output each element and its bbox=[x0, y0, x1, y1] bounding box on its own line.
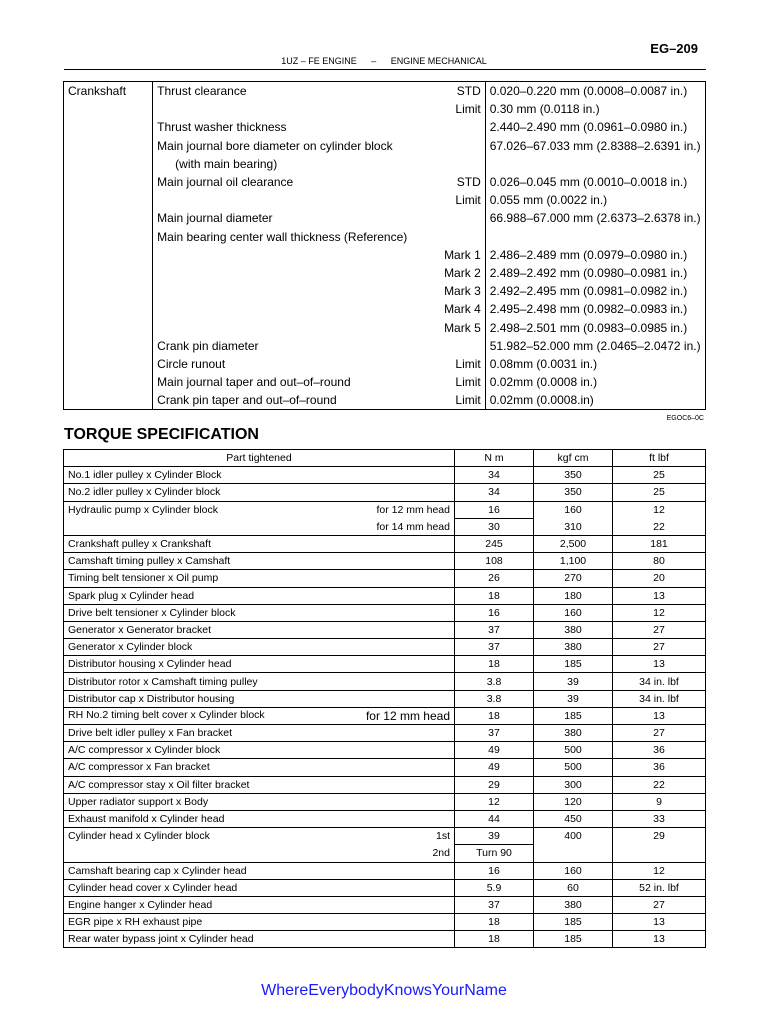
part-cell bbox=[64, 673, 455, 690]
spec-item-cell bbox=[153, 82, 486, 101]
kgf-value: 300 bbox=[534, 776, 613, 793]
ft-value: 36 bbox=[613, 742, 706, 759]
spec-value: 0.026–0.045 mm (0.0010–0.0018 in.) bbox=[485, 173, 705, 191]
table-row bbox=[64, 879, 706, 896]
part-name: No.2 idler pulley x Cylinder block bbox=[68, 486, 221, 499]
part-name: Camshaft bearing cap x Cylinder head bbox=[68, 864, 247, 877]
kgf-value: 60 bbox=[534, 879, 613, 896]
part-cell bbox=[64, 587, 455, 604]
spec-row bbox=[64, 373, 706, 391]
table-row bbox=[64, 828, 706, 845]
table-row bbox=[64, 467, 706, 484]
spec-condition: Limit bbox=[455, 193, 481, 208]
part-cell bbox=[64, 570, 455, 587]
table-row bbox=[64, 673, 706, 690]
spec-item: Thrust washer thickness bbox=[157, 120, 287, 135]
kgf-value: 160 bbox=[534, 604, 613, 621]
table-row bbox=[64, 484, 706, 501]
kgf-value: 185 bbox=[534, 931, 613, 948]
spec-condition: Limit bbox=[455, 375, 481, 390]
kgf-value: 39 bbox=[534, 690, 613, 707]
header-rule bbox=[64, 69, 706, 70]
spec-row bbox=[64, 246, 706, 264]
part-condition: 2nd bbox=[432, 847, 450, 860]
part-name: Timing belt tensioner x Oil pump bbox=[68, 572, 219, 585]
spec-value: 2.495–2.498 mm (0.0982–0.0983 in.) bbox=[485, 300, 705, 318]
kgf-value bbox=[534, 845, 613, 862]
nm-value: 3.8 bbox=[455, 690, 534, 707]
spec-condition: Mark 5 bbox=[444, 320, 481, 335]
part-name: Cylinder head x Cylinder block bbox=[68, 830, 210, 843]
spec-item: Main journal bore diameter on cylinder block bbox=[157, 138, 393, 153]
spec-component bbox=[64, 300, 153, 318]
kgf-value: 350 bbox=[534, 484, 613, 501]
table-row bbox=[64, 707, 706, 724]
part-name: EGR pipe x RH exhaust pipe bbox=[68, 916, 203, 929]
spec-item-cell bbox=[153, 173, 486, 191]
part-name: Cylinder head cover x Cylinder head bbox=[68, 881, 238, 894]
spec-component bbox=[64, 228, 153, 246]
nm-value: 18 bbox=[455, 914, 534, 931]
engine-name: 1UZ – FE ENGINE bbox=[281, 56, 357, 66]
part-cell bbox=[64, 845, 455, 862]
spec-value: 51.982–52.000 mm (2.0465–2.0472 in.) bbox=[485, 337, 705, 355]
spec-row bbox=[64, 337, 706, 355]
ft-value: 22 bbox=[613, 776, 706, 793]
spec-item-cell bbox=[153, 318, 486, 336]
spec-component bbox=[64, 282, 153, 300]
part-cell bbox=[64, 535, 455, 552]
part-cell bbox=[64, 501, 455, 518]
part-cell bbox=[64, 914, 455, 931]
part-cell bbox=[64, 639, 455, 656]
part-cell bbox=[64, 793, 455, 810]
table-row bbox=[64, 725, 706, 742]
table-row bbox=[64, 553, 706, 570]
kgf-value: 500 bbox=[534, 759, 613, 776]
ft-value: 52 in. lbf bbox=[613, 879, 706, 896]
spec-value: 2.492–2.495 mm (0.0981–0.0982 in.) bbox=[485, 282, 705, 300]
part-name: Distributor rotor x Camshaft timing pulley bbox=[68, 675, 258, 688]
part-name: A/C compressor x Fan bracket bbox=[68, 761, 210, 774]
spec-row bbox=[64, 82, 706, 101]
ft-value: 13 bbox=[613, 931, 706, 948]
spec-value bbox=[485, 228, 705, 246]
spec-condition: Mark 4 bbox=[444, 302, 481, 317]
table-row bbox=[64, 518, 706, 535]
spec-item-cell bbox=[153, 118, 486, 136]
table-row bbox=[64, 501, 706, 518]
table-row bbox=[64, 742, 706, 759]
spec-item: Crank pin diameter bbox=[157, 338, 259, 353]
ft-value: 13 bbox=[613, 707, 706, 724]
spec-value: 0.020–0.220 mm (0.0008–0.0087 in.) bbox=[485, 82, 705, 101]
spec-component bbox=[64, 173, 153, 191]
part-cell bbox=[64, 810, 455, 827]
spec-component bbox=[64, 118, 153, 136]
nm-value: Turn 90 bbox=[455, 845, 534, 862]
spec-item: Crank pin taper and out–of–round bbox=[157, 393, 337, 408]
kgf-value: 380 bbox=[534, 639, 613, 656]
table-row bbox=[64, 639, 706, 656]
kgf-value: 160 bbox=[534, 862, 613, 879]
table-row bbox=[64, 914, 706, 931]
col-ft-header: ft lbf bbox=[613, 450, 706, 467]
spec-item: Circle runout bbox=[157, 356, 226, 371]
nm-value: 3.8 bbox=[455, 673, 534, 690]
kgf-value: 380 bbox=[534, 725, 613, 742]
spec-value: 0.055 mm (0.0022 in.) bbox=[485, 191, 705, 209]
part-condition: for 12 mm head bbox=[365, 708, 450, 723]
nm-value: 108 bbox=[455, 553, 534, 570]
spec-row bbox=[64, 209, 706, 227]
spec-component bbox=[64, 209, 153, 227]
ft-value: 34 in. lbf bbox=[613, 673, 706, 690]
table-row bbox=[64, 845, 706, 862]
spec-condition: Mark 1 bbox=[444, 247, 481, 262]
kgf-value: 310 bbox=[534, 518, 613, 535]
ft-value: 22 bbox=[613, 518, 706, 535]
nm-value: 49 bbox=[455, 742, 534, 759]
kgf-value: 160 bbox=[534, 501, 613, 518]
spec-component bbox=[64, 191, 153, 209]
kgf-value: 380 bbox=[534, 621, 613, 638]
part-cell bbox=[64, 879, 455, 896]
spec-value: 0.02mm (0.0008 in.) bbox=[485, 373, 705, 391]
spec-row bbox=[64, 191, 706, 209]
spec-condition: STD bbox=[456, 175, 481, 190]
kgf-value: 1,100 bbox=[534, 553, 613, 570]
nm-value: 18 bbox=[455, 707, 534, 724]
spec-value: 2.489–2.492 mm (0.0980–0.0981 in.) bbox=[485, 264, 705, 282]
part-cell bbox=[64, 553, 455, 570]
ft-value: 13 bbox=[613, 587, 706, 604]
spec-item: Main journal oil clearance bbox=[157, 175, 294, 190]
spec-value: 2.498–2.501 mm (0.0983–0.0985 in.) bbox=[485, 318, 705, 336]
spec-value: 0.30 mm (0.0118 in.) bbox=[485, 100, 705, 118]
spec-item-cell bbox=[153, 264, 486, 282]
spec-component: Crankshaft bbox=[64, 82, 153, 101]
kgf-value: 380 bbox=[534, 896, 613, 913]
kgf-value: 185 bbox=[534, 656, 613, 673]
part-name: Drive belt idler pulley x Fan bracket bbox=[68, 727, 232, 740]
table-row bbox=[64, 604, 706, 621]
spec-component bbox=[64, 355, 153, 373]
kgf-value: 450 bbox=[534, 810, 613, 827]
spec-row bbox=[64, 391, 706, 410]
spec-component bbox=[64, 337, 153, 355]
kgf-value: 185 bbox=[534, 914, 613, 931]
part-cell bbox=[64, 862, 455, 879]
spec-item: Main bearing center wall thickness (Reference) bbox=[157, 229, 408, 244]
nm-value: 26 bbox=[455, 570, 534, 587]
spec-condition: Limit bbox=[455, 356, 481, 371]
spec-condition: Mark 2 bbox=[444, 265, 481, 280]
part-cell bbox=[64, 604, 455, 621]
spec-component bbox=[64, 373, 153, 391]
col-kgf-header: kgf cm bbox=[534, 450, 613, 467]
spec-component bbox=[64, 246, 153, 264]
table-row bbox=[64, 896, 706, 913]
table-row bbox=[64, 535, 706, 552]
part-cell bbox=[64, 467, 455, 484]
ft-value: 27 bbox=[613, 896, 706, 913]
table-row bbox=[64, 793, 706, 810]
section-name: ENGINE MECHANICAL bbox=[390, 56, 487, 66]
spec-item-cell bbox=[153, 282, 486, 300]
table-row bbox=[64, 656, 706, 673]
spec-component bbox=[64, 137, 153, 155]
nm-value: 39 bbox=[455, 828, 534, 845]
spec-row bbox=[64, 300, 706, 318]
kgf-value: 39 bbox=[534, 673, 613, 690]
table-row bbox=[64, 570, 706, 587]
footer-link[interactable]: WhereEverybodyKnowsYourName bbox=[261, 982, 507, 999]
part-cell bbox=[64, 742, 455, 759]
spec-item-cell bbox=[153, 337, 486, 355]
part-name: Spark plug x Cylinder head bbox=[68, 589, 195, 602]
spec-value: 0.08mm (0.0031 in.) bbox=[485, 355, 705, 373]
nm-value: 16 bbox=[455, 604, 534, 621]
table-row bbox=[64, 810, 706, 827]
ft-value bbox=[613, 845, 706, 862]
kgf-value: 350 bbox=[534, 467, 613, 484]
spec-item: (with main bearing) bbox=[175, 156, 278, 171]
kgf-value: 180 bbox=[534, 587, 613, 604]
spec-item-cell bbox=[153, 373, 486, 391]
ft-value: 20 bbox=[613, 570, 706, 587]
spec-row bbox=[64, 282, 706, 300]
part-cell bbox=[64, 776, 455, 793]
part-cell bbox=[64, 896, 455, 913]
part-name: Camshaft timing pulley x Camshaft bbox=[68, 555, 231, 568]
spec-value: 2.486–2.489 mm (0.0979–0.0980 in.) bbox=[485, 246, 705, 264]
col-part-header: Part tightened bbox=[64, 450, 455, 467]
nm-value: 245 bbox=[455, 535, 534, 552]
ft-value: 12 bbox=[613, 501, 706, 518]
nm-value: 37 bbox=[455, 621, 534, 638]
ft-value: 181 bbox=[613, 535, 706, 552]
part-cell bbox=[64, 484, 455, 501]
part-cell bbox=[64, 759, 455, 776]
nm-value: 34 bbox=[455, 467, 534, 484]
spec-value: 67.026–67.033 mm (2.8388–2.6391 in.) bbox=[485, 137, 705, 155]
spec-item-cell bbox=[153, 209, 486, 227]
part-name: Generator x Generator bracket bbox=[68, 623, 211, 636]
part-name: Generator x Cylinder block bbox=[68, 641, 193, 654]
nm-value: 18 bbox=[455, 587, 534, 604]
part-name: A/C compressor x Cylinder block bbox=[68, 744, 221, 757]
part-name: Distributor cap x Distributor housing bbox=[68, 692, 235, 705]
nm-value: 44 bbox=[455, 810, 534, 827]
spec-component bbox=[64, 391, 153, 410]
nm-value: 30 bbox=[455, 518, 534, 535]
part-name: No.1 idler pulley x Cylinder Block bbox=[68, 469, 222, 482]
table-row bbox=[64, 621, 706, 638]
spec-row bbox=[64, 118, 706, 136]
ft-value: 27 bbox=[613, 621, 706, 638]
nm-value: 12 bbox=[455, 793, 534, 810]
spec-value: 0.02mm (0.0008.in) bbox=[485, 391, 705, 410]
spec-item-cell bbox=[153, 246, 486, 264]
spec-component bbox=[64, 264, 153, 282]
ft-value: 33 bbox=[613, 810, 706, 827]
spec-value: 2.440–2.490 mm (0.0961–0.0980 in.) bbox=[485, 118, 705, 136]
part-cell bbox=[64, 828, 455, 845]
spec-item: Main journal taper and out–of–round bbox=[157, 375, 351, 390]
part-cell bbox=[64, 725, 455, 742]
spec-row bbox=[64, 228, 706, 246]
ft-value: 25 bbox=[613, 484, 706, 501]
part-name: Distributor housing x Cylinder head bbox=[68, 658, 232, 671]
ft-value: 12 bbox=[613, 604, 706, 621]
ft-value: 29 bbox=[613, 828, 706, 845]
nm-value: 16 bbox=[455, 862, 534, 879]
part-name: Upper radiator support x Body bbox=[68, 795, 209, 808]
ft-value: 80 bbox=[613, 553, 706, 570]
spec-value: 66.988–67.000 mm (2.6373–2.6378 in.) bbox=[485, 209, 705, 227]
table-row bbox=[64, 776, 706, 793]
kgf-value: 120 bbox=[534, 793, 613, 810]
header-dash: – bbox=[371, 56, 377, 66]
spec-condition: STD bbox=[456, 84, 481, 99]
table-row bbox=[64, 690, 706, 707]
kgf-value: 2,500 bbox=[534, 535, 613, 552]
part-cell bbox=[64, 931, 455, 948]
figure-code: EGOC6–0C bbox=[666, 415, 704, 422]
kgf-value: 400 bbox=[534, 828, 613, 845]
table-row bbox=[64, 931, 706, 948]
nm-value: 49 bbox=[455, 759, 534, 776]
part-name: Exhaust manifold x Cylinder head bbox=[68, 813, 225, 826]
torque-spec-table bbox=[63, 449, 706, 948]
nm-value: 16 bbox=[455, 501, 534, 518]
spec-row bbox=[64, 100, 706, 118]
spec-condition: Limit bbox=[455, 102, 481, 117]
spec-row bbox=[64, 318, 706, 336]
torque-title: TORQUE SPECIFICATION bbox=[64, 426, 259, 443]
spec-value bbox=[485, 155, 705, 173]
spec-row bbox=[64, 173, 706, 191]
spec-item-cell bbox=[153, 300, 486, 318]
spec-item-cell bbox=[153, 155, 486, 173]
spec-item-cell bbox=[153, 137, 486, 155]
part-cell bbox=[64, 656, 455, 673]
ft-value: 12 bbox=[613, 862, 706, 879]
part-name: Crankshaft pulley x Crankshaft bbox=[68, 538, 211, 551]
kgf-value: 500 bbox=[534, 742, 613, 759]
spec-row bbox=[64, 355, 706, 373]
torque-header-row bbox=[64, 450, 706, 467]
page-code: EG–209 bbox=[650, 41, 698, 56]
crankshaft-spec-table bbox=[63, 81, 706, 410]
part-condition: for 12 mm head bbox=[376, 503, 450, 516]
part-condition: for 14 mm head bbox=[376, 520, 450, 533]
table-row bbox=[64, 759, 706, 776]
ft-value: 25 bbox=[613, 467, 706, 484]
kgf-value: 270 bbox=[534, 570, 613, 587]
ft-value: 13 bbox=[613, 656, 706, 673]
part-name: A/C compressor stay x Oil filter bracket bbox=[68, 778, 250, 791]
nm-value: 37 bbox=[455, 725, 534, 742]
spec-item: Thrust clearance bbox=[157, 84, 247, 99]
ft-value: 13 bbox=[613, 914, 706, 931]
ft-value: 27 bbox=[613, 639, 706, 656]
running-header bbox=[64, 56, 704, 66]
nm-value: 37 bbox=[455, 896, 534, 913]
spec-component bbox=[64, 318, 153, 336]
nm-value: 34 bbox=[455, 484, 534, 501]
ft-value: 9 bbox=[613, 793, 706, 810]
part-name: Hydraulic pump x Cylinder block bbox=[68, 503, 218, 516]
part-name: RH No.2 timing belt cover x Cylinder block bbox=[68, 708, 265, 721]
spec-item-cell bbox=[153, 191, 486, 209]
ft-value: 27 bbox=[613, 725, 706, 742]
ft-value: 34 in. lbf bbox=[613, 690, 706, 707]
kgf-value: 185 bbox=[534, 707, 613, 724]
nm-value: 5.9 bbox=[455, 879, 534, 896]
nm-value: 18 bbox=[455, 656, 534, 673]
spec-item: Main journal diameter bbox=[157, 211, 273, 226]
table-row bbox=[64, 587, 706, 604]
spec-item-cell bbox=[153, 228, 486, 246]
spec-condition: Limit bbox=[455, 393, 481, 408]
spec-component bbox=[64, 155, 153, 173]
ft-value: 36 bbox=[613, 759, 706, 776]
spec-item-cell bbox=[153, 355, 486, 373]
spec-row bbox=[64, 155, 706, 173]
part-cell bbox=[64, 707, 455, 724]
nm-value: 37 bbox=[455, 639, 534, 656]
spec-item-cell bbox=[153, 100, 486, 118]
part-name: Engine hanger x Cylinder head bbox=[68, 898, 213, 911]
spec-condition: Mark 3 bbox=[444, 284, 481, 299]
part-cell bbox=[64, 518, 455, 535]
nm-value: 18 bbox=[455, 931, 534, 948]
table-row bbox=[64, 862, 706, 879]
part-name: Rear water bypass joint x Cylinder head bbox=[68, 933, 254, 946]
part-cell bbox=[64, 690, 455, 707]
spec-row bbox=[64, 137, 706, 155]
col-nm-header: N m bbox=[455, 450, 534, 467]
spec-item-cell bbox=[153, 391, 486, 410]
part-name: Drive belt tensioner x Cylinder block bbox=[68, 606, 236, 619]
part-cell bbox=[64, 621, 455, 638]
part-condition: 1st bbox=[435, 830, 450, 843]
nm-value: 29 bbox=[455, 776, 534, 793]
spec-component bbox=[64, 100, 153, 118]
spec-row bbox=[64, 264, 706, 282]
